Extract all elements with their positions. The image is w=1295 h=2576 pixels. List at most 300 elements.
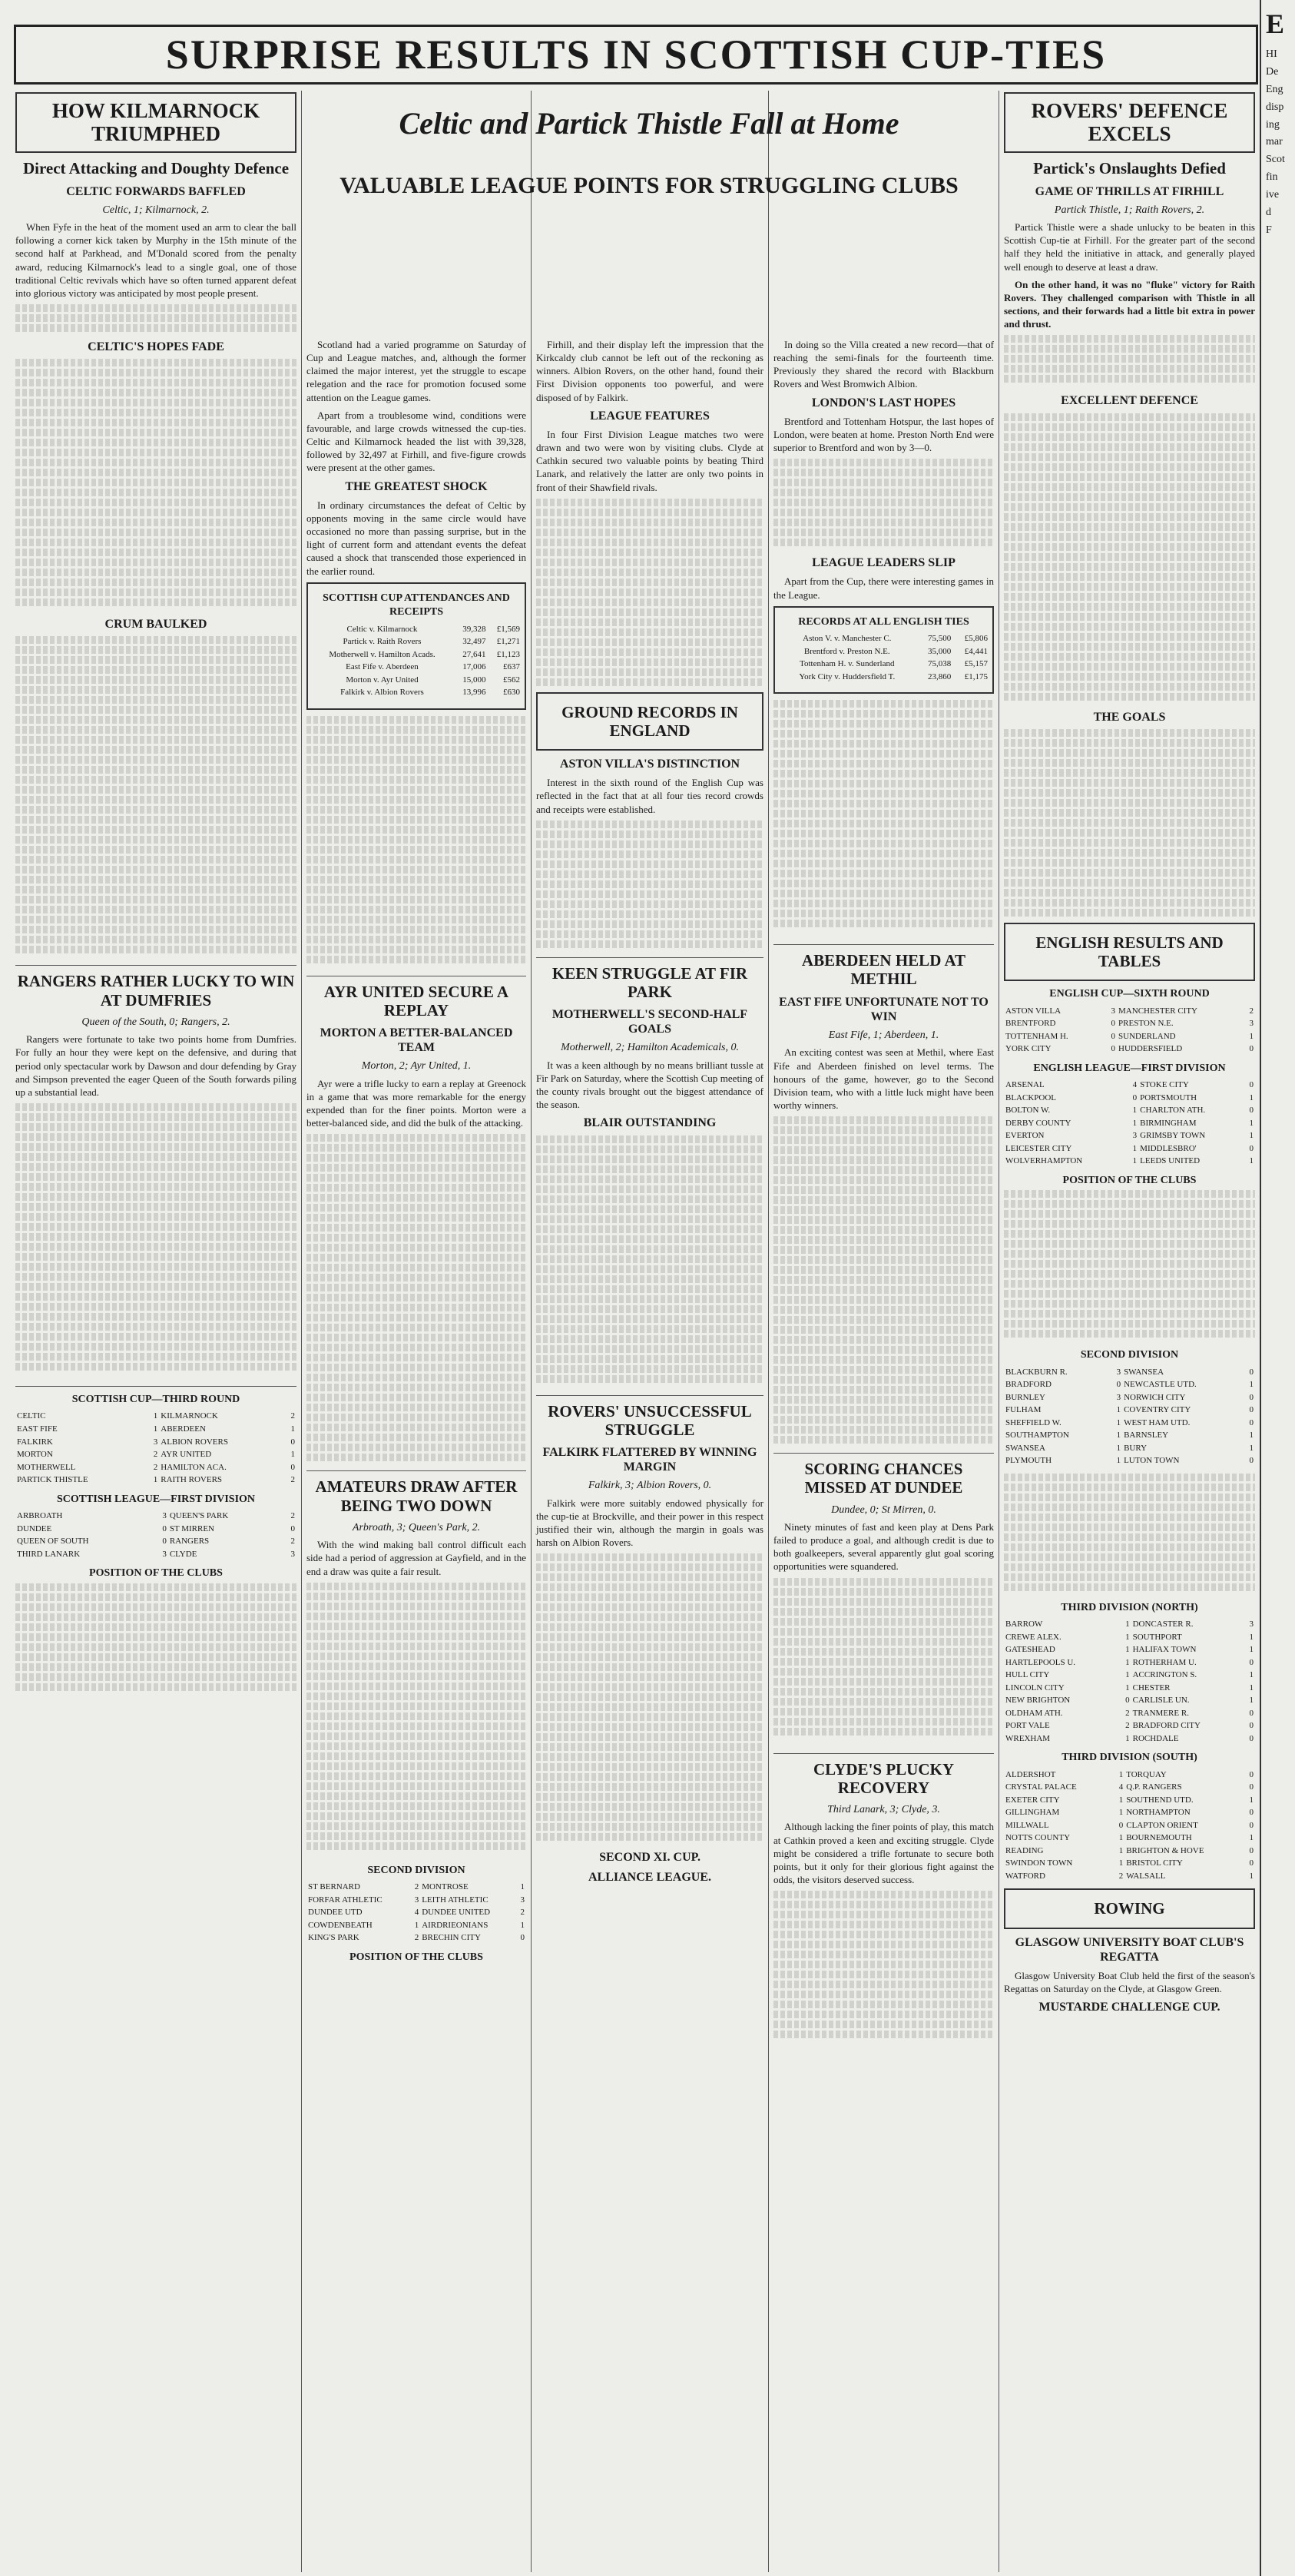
text-line [15,706,296,714]
text-line [536,1325,763,1333]
text-line [773,1588,994,1596]
divider [536,957,763,958]
result-row [1004,1707,1255,1720]
text-line [773,1236,994,1244]
table-cell: 1 [1132,1118,1138,1128]
text-line [536,850,763,858]
text-line [773,1921,994,1928]
text-line [306,1742,526,1750]
text-line [1004,769,1255,777]
text-line [15,736,296,744]
text-line [306,806,526,814]
table-caption: POSITION OF THE CLUBS [349,1951,483,1963]
text-line [306,1384,526,1391]
text-line [536,1653,763,1661]
text-line [15,936,296,943]
text-line [536,1185,763,1193]
records-table [778,632,989,683]
score-line: Falkirk, 3; Albion Rovers, 0. [588,1480,712,1492]
text-line [15,856,296,864]
edge-fragment: disp [1266,101,1284,113]
table-cell: 1 [1249,1670,1254,1680]
text-line [536,1563,763,1571]
attendance-caption: SCOTTISH CUP ATTENDANCES AND RECEIPTS [323,592,510,618]
result-row [15,1436,296,1449]
table-cell: RANGERS [169,1537,210,1547]
table-cell: 3 [1132,1131,1138,1141]
text-line [773,1618,994,1626]
text-line [15,1223,296,1231]
table-cell: 0 [1249,1392,1254,1402]
table-cell: 4 [1132,1080,1138,1090]
table-cell: Partick v. Raith Rovers [343,637,422,647]
table-cell: ARBROATH [17,1511,63,1521]
text-line [773,1366,994,1374]
text-line [536,1793,763,1801]
text-line [15,1213,296,1221]
text-line [15,1683,296,1691]
text-line [306,1653,526,1660]
text-line [15,1653,296,1661]
text-line [773,1991,994,1998]
text-line [306,1214,526,1222]
table-cell: LINCOLN CITY [1005,1683,1065,1692]
results-caption: SECOND DIVISION [1080,1349,1179,1361]
table-cell: 0 [1249,1417,1254,1427]
text-line [773,1931,994,1938]
text-line [773,529,994,536]
table-cell: SWANSEA [1005,1443,1045,1453]
table-cell: 32,497 [462,637,486,647]
table-cell: 27,641 [462,649,486,659]
text-line [306,876,526,884]
text-line [15,1333,296,1341]
record-row [778,645,989,658]
article-paragraph: On the other hand, it was no "fluke" victory for Raith Rovers. They challenged comparison with Thistle in all sections, and their forwards had a little bit extra in power and thrust. [1004,278,1255,330]
text-line [1004,1250,1255,1258]
text-line [15,1363,296,1371]
result-row [1004,1017,1255,1030]
table-cell: QUEEN OF SOUTH [17,1537,89,1547]
text-line [773,469,994,476]
text-line [306,796,526,804]
subhead: MOTHERWELL'S SECOND-HALF GOALS [551,1007,748,1036]
result-row [1004,1155,1255,1168]
edge-letter: E [1266,8,1285,39]
league-table [15,1583,296,1699]
text-line [306,1822,526,1830]
results-table [1004,1079,1255,1168]
text-line [306,1414,526,1421]
text-line [15,896,296,903]
text-line [773,890,994,897]
attendance-box [306,582,526,710]
result-row [15,1461,296,1474]
table-cell: BOURNEMOUTH [1126,1833,1192,1843]
article-body [773,459,994,551]
result-row [1004,1631,1255,1644]
text-line [773,1276,994,1284]
table-cell: DUNDEE UTD [308,1908,363,1918]
table-cell: 1 [1125,1632,1130,1642]
text-line [306,1154,526,1162]
text-line [306,886,526,893]
table-cell: MILLWALL [1005,1820,1049,1830]
text-line [1004,1553,1255,1561]
table-cell: GATESHEAD [1005,1645,1055,1655]
result-row [306,1881,526,1894]
table-cell: MOTHERWELL [17,1462,76,1472]
text-line [1004,799,1255,807]
table-cell: 1 [1132,1106,1138,1116]
text-line [773,1116,994,1124]
table-cell: MIDDLESBRO' [1140,1143,1197,1153]
result-row [1004,1719,1255,1732]
text-line [1004,583,1255,591]
attendance-row [311,635,522,648]
text-line [15,836,296,844]
table-cell: Q.P. RANGERS [1126,1782,1182,1792]
text-line [773,730,994,738]
result-row [1004,1870,1255,1883]
text-line [773,1668,994,1676]
text-line [773,1981,994,1988]
text-line [306,1194,526,1202]
text-line [773,900,994,907]
text-line [15,369,296,376]
table-cell: 2 [1125,1708,1130,1718]
table-cell: 1 [414,1920,419,1930]
table-cell: 0 [1249,1733,1254,1743]
text-line [15,1163,296,1171]
text-line [536,1315,763,1323]
text-line [15,1343,296,1351]
table-cell: 2 [1118,1871,1124,1881]
table-cell: 1 [1249,1871,1254,1881]
text-line [1004,493,1255,501]
text-line [536,1643,763,1651]
text-line [773,870,994,877]
table-cell: 2 [290,1511,295,1521]
text-line [1004,443,1255,451]
text-line [15,1133,296,1141]
table-cell: 0 [1249,1106,1254,1116]
text-line [15,304,296,312]
headline-box [1004,92,1255,153]
text-line [773,1718,994,1726]
text-line [536,1275,763,1283]
table-cell: ABERDEEN [161,1424,206,1434]
text-line [15,598,296,606]
text-line [773,1206,994,1214]
text-line [1004,829,1255,837]
text-line [536,1833,763,1841]
center-headline [303,91,995,200]
table-cell: Tottenham H. v. Sunderland [800,659,895,669]
table-caption: POSITION OF THE CLUBS [1062,1174,1197,1186]
table-cell: THIRD LANARK [17,1549,81,1559]
table-cell: 0 [1249,1044,1254,1054]
text-line [536,1145,763,1153]
table-cell: PRESTON N.E. [1118,1019,1174,1029]
table-caption: POSITION OF THE CLUBS [89,1567,223,1580]
section-head: SECOND XI. CUP. [599,1851,700,1865]
result-row [1004,1832,1255,1845]
table-cell: PLYMOUTH [1005,1456,1052,1466]
text-line [536,1683,763,1691]
text-line [306,736,526,744]
attendance-row [311,623,522,636]
table-cell: 1 [1125,1670,1130,1680]
text-line [306,1802,526,1810]
subhead: GLASGOW UNIVERSITY BOAT CLUB'S REGATTA [1015,1935,1244,1964]
table-cell: 3 [1249,1620,1254,1629]
text-line [1004,613,1255,621]
text-line [1004,423,1255,431]
section-head: ALLIANCE LEAGUE. [588,1870,712,1884]
text-line [1004,819,1255,827]
text-line [536,1375,763,1383]
text-line [1004,1320,1255,1328]
article-paragraph: Brentford and Tottenham Hotspur, the last hopes of London, were beaten at home. Preston North End were superior to Brentford and won by 3—0. [773,415,994,454]
text-line [15,676,296,684]
results-caption: SCOTTISH CUP—THIRD ROUND [71,1394,240,1406]
table-cell: Falkirk v. Albion Rovers [340,688,424,698]
table-cell: BRADFORD CITY [1132,1721,1201,1731]
table-cell: 0 [1249,1657,1254,1667]
table-cell: 0 [290,1523,295,1533]
text-line [773,2031,994,2038]
text-line [15,1233,296,1241]
text-line [1004,543,1255,551]
table-cell: BARNSLEY [1124,1431,1169,1441]
result-row [1004,1643,1255,1656]
text-line [773,1961,994,1968]
text-line [536,1195,763,1203]
table-cell: SOUTHEND UTD. [1126,1795,1194,1805]
result-row [1004,1417,1255,1430]
text-line [1004,573,1255,581]
result-row [1004,1117,1255,1130]
table-cell: CELTIC [17,1411,46,1421]
table-cell: 13,996 [462,688,486,698]
result-row [306,1919,526,1932]
headline: AYR UNITED SECURE A REPLAY [323,982,509,1019]
table-cell: KING'S PARK [308,1933,359,1943]
text-line [15,359,296,366]
table-cell: 1 [1249,1443,1254,1453]
text-line [773,1266,994,1274]
table-cell: 15,000 [462,675,486,685]
text-line [536,1603,763,1611]
text-line [773,1658,994,1666]
table-cell: 0 [1111,1031,1116,1041]
section-head: EXCELLENT DEFENCE [1061,394,1198,408]
text-line [306,1454,526,1461]
text-line [1004,899,1255,907]
text-line [15,579,296,586]
table-cell: GRIMSBY TOWN [1140,1131,1206,1141]
results-caption: ENGLISH CUP—SIXTH ROUND [1049,988,1210,1000]
headline: RANGERS RATHER LUCKY TO WIN AT DUMFRIES [17,972,295,1010]
text-line [306,946,526,953]
text-line [306,1364,526,1371]
result-row [1004,1732,1255,1746]
text-line [773,860,994,867]
table-cell: TOTTENHAM H. [1005,1031,1068,1041]
table-cell: YORK CITY [1005,1044,1052,1054]
text-line [15,1603,296,1611]
text-line [15,314,296,322]
record-row [778,671,989,684]
text-line [536,1753,763,1761]
table-cell: East Fife v. Aberdeen [346,662,419,672]
text-line [306,816,526,824]
article-paragraph: Partick Thistle were a shade unlucky to be beaten in this Scottish Cup-tie at Firhill. For the greater part of the second half they held the initiative in attack, and generally played well enough to deserve at least a draw. [1004,221,1255,273]
score-line: Dundee, 0; St Mirren, 0. [831,1503,936,1516]
text-line [773,1186,994,1194]
headline-box [536,692,763,751]
table-cell: 1 [1125,1657,1130,1667]
text-line [773,1436,994,1444]
text-line [306,1424,526,1431]
text-line [15,916,296,923]
table-cell: 0 [520,1933,525,1943]
text-line [773,1216,994,1224]
text-line [536,529,763,536]
table-cell: HALIFAX TOWN [1132,1645,1197,1655]
text-line [306,1374,526,1381]
text-line [15,1353,296,1361]
table-cell: 1 [1249,1431,1254,1441]
headline: ABERDEEN HELD AT METHIL [801,951,966,989]
text-line [536,1743,763,1751]
text-line [536,1335,763,1343]
text-line [773,1136,994,1144]
text-line [1004,643,1255,651]
table-cell: LEEDS UNITED [1140,1156,1201,1166]
text-line [773,1638,994,1646]
table-cell: Motherwell v. Hamilton Acads. [329,649,436,659]
text-line [306,856,526,864]
text-line [15,766,296,774]
text-line [536,1255,763,1263]
text-line [1004,879,1255,887]
text-line [1004,759,1255,767]
article-body [773,700,994,938]
table-cell: ACCRINGTON S. [1132,1670,1197,1680]
table-cell: 1 [1116,1456,1121,1466]
text-line [306,1184,526,1192]
table-cell: 0 [1249,1708,1254,1718]
text-line [306,776,526,784]
text-line [536,1355,763,1363]
text-line [1004,1230,1255,1238]
table-cell: BLACKBURN R. [1005,1367,1068,1377]
text-line [536,1673,763,1681]
text-line [306,1722,526,1730]
subhead: MORTON A BETTER-BALANCED TEAM [320,1026,513,1055]
divider [306,1470,526,1471]
result-row [1004,1366,1255,1379]
article-paragraph: Although lacking the finer points of play, this match at Cathkin proved a keen and exciting struggle. Clyde might be considered a trifle fortunate to secure both points, but it only for their glorious fight against the odds, the visitors deserved success. [773,1821,994,1885]
table-cell: 0 [1249,1769,1254,1779]
text-line [536,821,763,828]
result-row [15,1474,296,1487]
text-line [1004,355,1255,363]
text-line [1004,553,1255,561]
text-line [536,519,763,526]
table-cell: WOLVERHAMPTON [1005,1156,1083,1166]
table-cell: 0 [162,1537,167,1547]
edge-fragment: fin [1266,171,1278,184]
text-line [773,1708,994,1716]
divider [773,1753,994,1754]
article-paragraph: Ayr were a trifle lucky to earn a replay at Greenock in a game that was more remarkable for the energy expended than for the finer points. Morton were a better-balanced side, and did the bulk of the attacking. [306,1077,526,1129]
text-line [306,896,526,903]
result-row [15,1523,296,1536]
result-row [15,1548,296,1561]
text-line [306,1792,526,1800]
text-line [15,656,296,664]
text-line [773,880,994,887]
results-table [306,1881,526,1944]
table-cell: SWINDON TOWN [1005,1858,1073,1868]
result-row [1004,1429,1255,1442]
text-line [536,668,763,676]
result-row [1004,1669,1255,1682]
table-cell: MANCHESTER CITY [1118,1006,1198,1016]
table-cell: ROCHDALE [1132,1733,1179,1743]
section-head: CRUM BAULKED [104,618,207,632]
text-line [1004,1280,1255,1288]
text-line [536,509,763,516]
text-line [536,1713,763,1721]
text-line [1004,593,1255,601]
edge-fragment: Scot [1266,154,1285,166]
text-line [1004,859,1255,867]
result-row [1004,1454,1255,1467]
result-row [15,1423,296,1436]
text-line [773,1256,994,1264]
column-2 [302,338,531,1966]
text-line [306,1284,526,1291]
text-line [773,840,994,847]
table-cell: 1 [290,1424,295,1434]
text-line [536,1703,763,1711]
text-line [1004,1563,1255,1571]
table-cell: 1 [1132,1156,1138,1166]
result-row [1004,1806,1255,1819]
section-head: ASTON VILLA'S DISTINCTION [559,758,740,771]
result-row [1004,1104,1255,1117]
table-cell: ROTHERHAM U. [1132,1657,1197,1667]
table-cell: 3 [162,1549,167,1559]
article-body [773,1116,994,1447]
table-cell: 3 [1111,1006,1116,1016]
text-line [1004,749,1255,757]
text-line [15,876,296,884]
table-cell: 0 [162,1523,167,1533]
table-cell: 2 [153,1450,158,1460]
text-line [306,1643,526,1650]
text-line [773,1698,994,1706]
table-cell: NORWICH CITY [1124,1392,1186,1402]
text-line [1004,739,1255,747]
text-line [15,776,296,784]
text-line [536,910,763,918]
text-line [306,956,526,963]
